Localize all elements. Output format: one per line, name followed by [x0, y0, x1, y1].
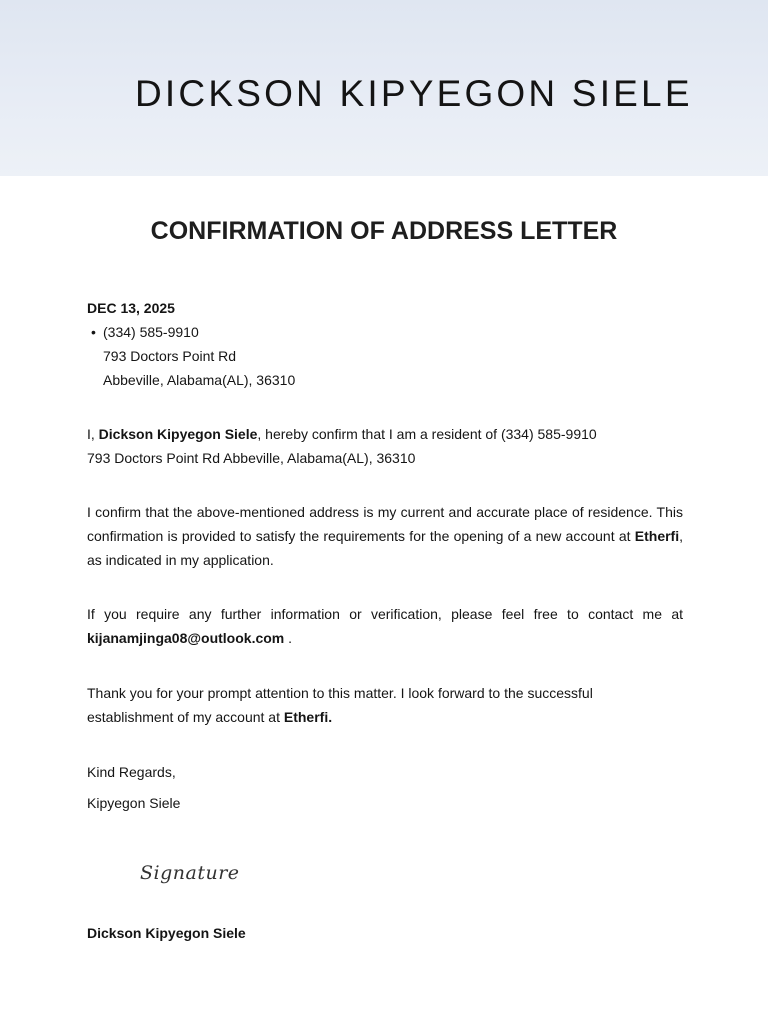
paragraph-text: Thank you for your prompt attention to this matter. I look forward to the successful establishment of my account at [87, 685, 593, 725]
paragraph-text: 793 Doctors Point Rd Abbeville, Alabama(AL), 36310 [87, 450, 416, 466]
closing-salutation: Kind Regards, [87, 764, 176, 780]
paragraph-contact [87, 602, 683, 650]
paragraph-resident [87, 422, 683, 470]
paragraph-thanks [87, 681, 683, 729]
paragraph-text: If you require any further information or verification, please feel free to contact me at [87, 606, 683, 622]
header-name: DICKSON KIPYEGON SIELE [135, 73, 693, 114]
paragraph-text: , hereby confirm that I am a resident of (334) 585-9910 [257, 426, 597, 442]
paragraph-text: I confirm that the above-mentioned address is my current and accurate place of residence. This confirmation is provided to satisfy the requirements for the opening of a new account at [87, 504, 683, 544]
paragraph-text: . [284, 630, 293, 646]
paragraph-text: I, [87, 426, 99, 442]
signer-name: Dickson Kipyegon Siele [87, 925, 246, 941]
signature: Signature [140, 862, 240, 884]
closer-name: Kipyegon Siele [87, 795, 181, 811]
address-phone: (334) 585-9910 [103, 324, 199, 340]
bullet-icon: • [91, 324, 96, 340]
company-name: Etherfi. [283, 709, 333, 725]
address-block [87, 320, 295, 392]
address-city: Abbeville, Alabama(AL), 36310 [103, 372, 296, 388]
document-title: CONFIRMATION OF ADDRESS LETTER [150, 217, 618, 245]
company-name: Etherfi [634, 528, 680, 544]
contact-email: kijanamjinga08@outlook.com [87, 630, 285, 646]
address-street: 793 Doctors Point Rd [103, 348, 237, 364]
paragraph-text: , as indicated in my application. [87, 528, 683, 568]
resident-name: Dickson Kipyegon Siele [98, 426, 258, 442]
letter-date: DEC 13, 2025 [87, 300, 175, 316]
address-phone-line [87, 320, 295, 344]
paragraph-confirmation [87, 500, 683, 572]
